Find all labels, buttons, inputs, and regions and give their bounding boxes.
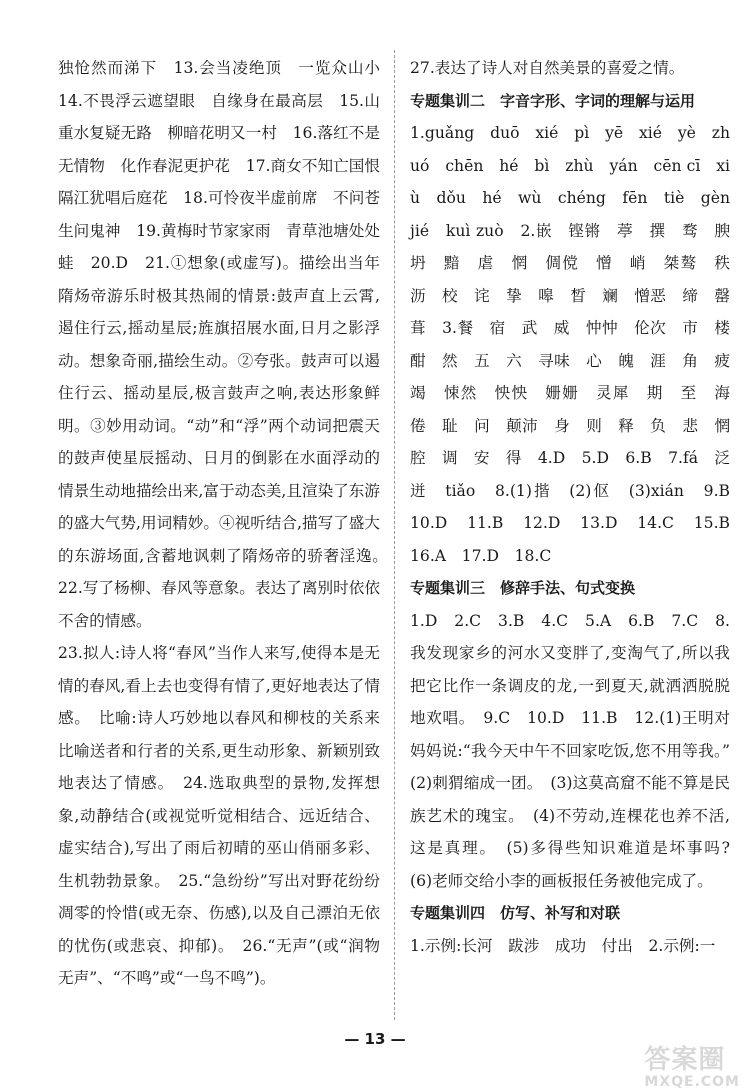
page-number: — 13 —	[344, 1030, 406, 1048]
section-title-2: 专题集训二 字音字形、字词的理解与运用	[410, 91, 696, 110]
left-column	[58, 52, 396, 995]
watermark-url: MXQE.COM	[644, 1074, 740, 1090]
column-divider	[394, 50, 395, 1020]
section-title-3: 专题集训三 修辞手法、句式变换	[410, 579, 636, 597]
section-body-4: 1.示例:长河 跋涉 成功 付出 2.示例:一	[410, 936, 716, 955]
left-paragraph-2: 23.拟人:诗人将“春风”当作人来写,使得本是无情的春风,看上去也变得有情了,更好地表达了情感。 比喻:诗人巧妙地以春风和柳枝的关系来比喻送者和行者的关系,更生动形象、新颖别致地表达了情感。 24.选取典型的景物,发挥想象,动静结合(或视觉听觉相结合、远近结合、虚实结合),写出了雨后初晴的巫山俏丽多彩、生机勃勃景象。 25.“急纷纷”写出对野花纷纷凋零的怜惜(或无奈、伤感),以及自己漂泊无依的忧伤(或悲哀、抑郁)。 26.“无声”(或“润物无声”、“不鸣”或“一鸟不鸣”)。	[58, 644, 380, 987]
section-body-3: 1.D 2.C 3.B 4.C 5.A 6.B 7.C 8.我发现家乡的河水又变胖了,变淘气了,所以我把它比作一条调皮的龙,一到夏天,就洒洒脱脱地欢唱。 9.C 10.D 11.B 12.(1)王明对妈妈说:“我今天中午不回家吃饭,您不用等我。” (2)刺猬缩成一团。 (3)这莫高窟不能不算是民族艺术的瑰宝。 (4)不劳动,连棵花也养不活,这是真理。 (5)多得些知识难道是坏事吗? (6)老师交给小李的画板报任务被他完成了。	[410, 611, 746, 890]
section-title-4: 专题集训四 仿写、补写和对联	[410, 904, 621, 922]
right-column	[410, 52, 746, 962]
watermark-text: 答案圈	[644, 1045, 726, 1075]
watermark-logo	[644, 1045, 740, 1089]
section-body-2: 1.guǎng duō xié pì yē xié yè zhuó chēn hé bì zhù yán cēn cī xiù dǒu hé wù chéng fēn tiè gèn jié kuì zuò 2.嵌 铿锵 葶 撰 骛 腴 坍 黯 虐 惘 倜傥 憎 峭 桀骜 秩 沥 校 诧 挚 嗥 晳 斓 憎恶 缔 罄 葺 3.餐 宿 武 威 忡忡 伦次 市 楼 酣 然 五 六 寻味 心 魄 涯 角 疲 竭 悚然 怏怏 姗姗 灵犀 期 至 海 倦 耻 问 颠沛 身 则 释 负 悲 惘 腔 调 安 得 4.D 5.D 6.B 7.fá 泛 迸 tiǎo 8.(1)揩 (2)伛 (3)xián 9.B 10.D 11.B 12.D 13.D 14.C 15.B 16.A 17.D 18.C	[410, 124, 746, 565]
left-paragraph-1: 独怆然而涕下 13.会当凌绝顶 一览众山小 14.不畏浮云遮望眼 自缘身在最高层 15.山重水复疑无路 柳暗花明又一村 16.落红不是无情物 化作春泥更护花 17.商女不知亡国恨 隔江犹唱后庭花 18.可怜夜半虚前席 不问苍生问鬼神 19.黄梅时节家家雨 青草池塘处处蛙 20.D 21.①想象(或虚写)。描绘出当年隋炀帝游乐时极其热闹的情景:鼓声直上云霄,遏住行云,摇动星辰;旌旗招展水面,日月之影浮动。想象奇丽,描绘生动。②夸张。鼓声可以遏住行云、摇动星辰,极言鼓声之响,表达形象鲜明。③妙用动词。“动”和“浮”两个动词把震天的鼓声使星辰摇动、日月的倒影在水面浮动的情景生动地描绘出来,富于动态美,且渲染了东游的盛大气势,用词精妙。④视听结合,描写了盛大的东游场面,含蓄地讽刺了隋炀帝的骄奢淫逸。 22.写了杨柳、春风等意象。表达了离别时依依不舍的情感。	[58, 59, 396, 630]
right-intro: 27.表达了诗人对自然美景的喜爱之情。	[410, 59, 685, 77]
